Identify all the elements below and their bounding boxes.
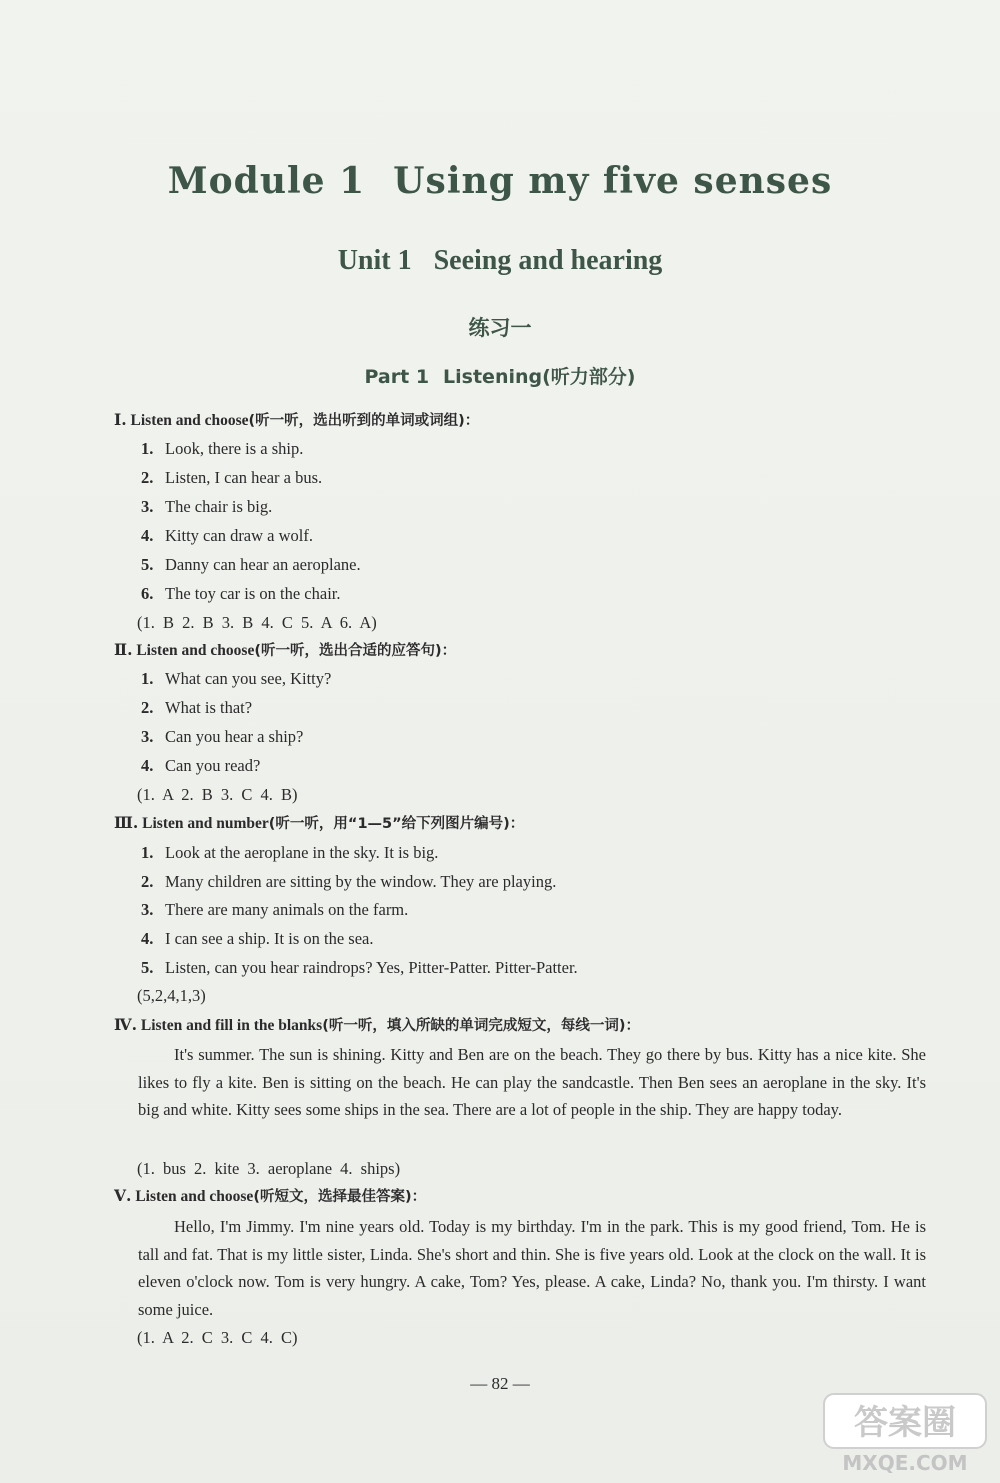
- section-3-item: 1. Look at the aeroplane in the sky. It is big.: [141, 843, 439, 862]
- section-2-item: 1. What can you see, Kitty?: [141, 669, 332, 688]
- section-1-item: 6. The toy car is on the chair.: [141, 584, 341, 603]
- section-2-heading: [114, 640, 456, 661]
- watermark-logo: [820, 1390, 990, 1475]
- section-1-answers: (1. B 2. B 3. B 4. C 5. A 6. A): [137, 613, 377, 632]
- part-name: Listening(听力部分): [443, 366, 636, 388]
- section-2-item: 4. Can you read?: [141, 756, 261, 775]
- section-1-heading: [114, 410, 479, 431]
- section-2-numeral: Ⅱ.: [114, 640, 133, 659]
- section-4-answers: (1. bus 2. kite 3. aeroplane 4. ships): [137, 1159, 401, 1178]
- page-number: — 82 —: [470, 1374, 530, 1393]
- section-3-item: 2. Many children are sitting by the window. They are playing.: [141, 872, 557, 891]
- part-title: [0, 362, 1000, 389]
- section-5-title-en: Listen and choose: [135, 1188, 254, 1205]
- section-5-paragraph: Hello, I'm Jimmy. I'm nine years old. Today is my birthday. I'm in the park. This is my good friend, Tom. He is tall and fat. That is my little sister, Linda. She's short and thin. She is five years old. Look at the clock on the wall. It is eleven o'clock now. Tom is very hungry. A cake, Tom? Yes, please. A cake, Linda? No, thank you. I'm thirsty. I want some juice.: [138, 1217, 926, 1319]
- section-4-title-cn: (听一听，填入所缺的单词完成短文，每线一词)：: [322, 1018, 640, 1034]
- section-2-answers: (1. A 2. B 3. C 4. B): [137, 785, 298, 804]
- section-1-numeral: Ⅰ.: [114, 410, 127, 429]
- section-3-item: 4. I can see a ship. It is on the sea.: [141, 929, 374, 948]
- section-5-numeral: Ⅴ.: [114, 1186, 132, 1205]
- section-1-title-en: Listen and choose: [130, 412, 249, 429]
- section-4-title-en: Listen and fill in the blanks: [140, 1017, 323, 1034]
- section-3-answers: (5,2,4,1,3): [137, 986, 206, 1005]
- section-3-heading: [114, 813, 524, 834]
- watermark-text: 答案圈: [854, 1403, 956, 1443]
- section-1-item: 2. Listen, I can hear a bus.: [141, 468, 323, 487]
- section-2-title-en: Listen and choose: [136, 642, 255, 659]
- section-3-item: 5. Listen, can you hear raindrops? Yes, Pitter-Patter. Pitter-Patter.: [141, 958, 578, 977]
- section-3-title-en: Listen and number: [142, 815, 269, 832]
- exercise-title: 练习一: [468, 316, 532, 340]
- section-2-item: 2. What is that?: [141, 698, 253, 717]
- section-2-item: 3. Can you hear a ship?: [141, 727, 304, 746]
- section-1-title-cn: (听一听，选出听到的单词或词组)：: [248, 413, 480, 429]
- section-4-heading: [114, 1015, 640, 1036]
- section-5-heading: [114, 1186, 426, 1207]
- section-1-item: 4. Kitty can draw a wolf.: [141, 526, 313, 545]
- section-3-title-cn: (听一听，用“1—5”给下列图片编号)：: [268, 816, 525, 832]
- section-1-item: 3. The chair is big.: [141, 497, 273, 516]
- section-5-answers: (1. A 2. C 3. C 4. C): [137, 1328, 298, 1347]
- unit-label: Unit 1: [337, 245, 412, 276]
- section-4-paragraph: It's summer. The sun is shining. Kitty and Ben are on the beach. They go there by bus. Kitty has a nice kite. She likes to fly a kite. Ben is sitting on the beach. He can play the sandcastle. Then Ben sees an aeroplane in the sky. It's big and white. Kitty sees some ships in the sea. There are a lot of people in the ship. They are happy today.: [138, 1045, 926, 1119]
- section-4-numeral: Ⅳ.: [114, 1015, 137, 1034]
- section-3-numeral: Ⅲ.: [114, 813, 139, 832]
- module-title: [0, 160, 1000, 202]
- module-label: Module 1: [167, 160, 366, 202]
- section-2-title-cn: (听一听，选出合适的应答句)：: [254, 643, 457, 659]
- part-label: Part 1: [364, 366, 430, 388]
- module-name: Using my five senses: [393, 160, 833, 202]
- section-3-item: 3. There are many animals on the farm.: [141, 900, 409, 919]
- unit-name: Seeing and hearing: [433, 245, 663, 276]
- watermark-url: MXQE.COM: [842, 1451, 968, 1475]
- section-5-title-cn: (听短文，选择最佳答案)：: [253, 1189, 427, 1205]
- section-1-item: 5. Danny can hear an aeroplane.: [141, 555, 361, 574]
- section-1-item: 1. Look, there is a ship.: [141, 439, 304, 458]
- unit-title: [0, 245, 1000, 277]
